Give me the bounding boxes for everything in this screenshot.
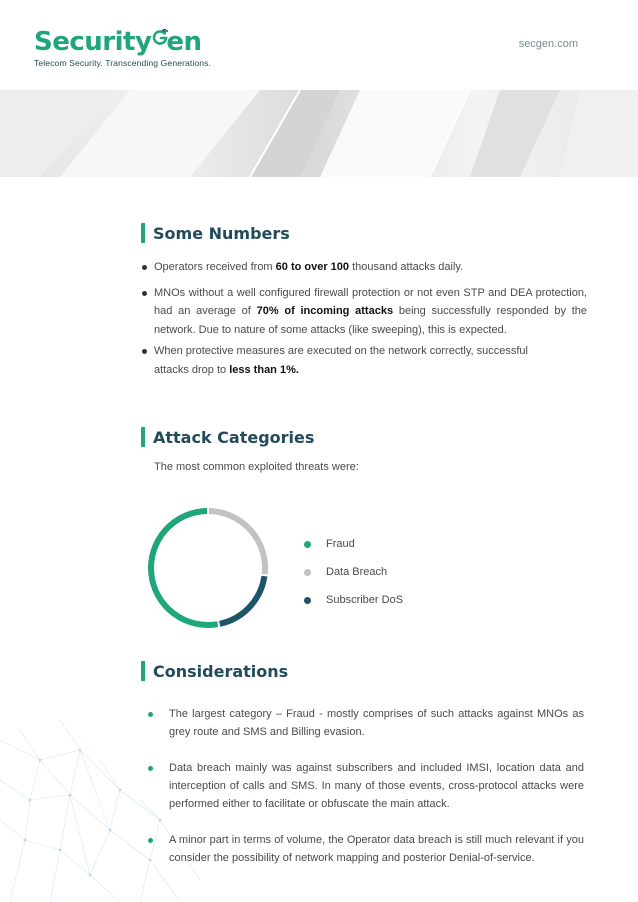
donut-slice-fraud xyxy=(151,511,218,625)
section-heading: Attack Categories xyxy=(153,427,315,447)
logo-tagline: Telecom Security. Transcending Generations. xyxy=(34,58,212,68)
list-item: MNOs without a well configured firewall protection or not even STP and DEA protection, had an average of 70% of incoming attacks being successfully responded by the network. Due to nature of some attacks (like sweeping), this is expected. xyxy=(142,284,587,340)
chart-legend xyxy=(304,530,403,614)
section-heading: Some Numbers xyxy=(153,223,290,243)
attack-categories-donut-chart xyxy=(146,506,270,630)
section-title-considerations xyxy=(141,661,288,681)
legend-dot xyxy=(304,569,311,576)
legend-item-fraud xyxy=(304,530,403,558)
list-item: The largest category – Fraud - mostly comprises of such attacks against MNOs as grey route and SMS and Billing evasion. xyxy=(148,705,584,741)
section-title-some-numbers xyxy=(141,223,290,243)
legend-label: Data Breach xyxy=(326,566,388,578)
header-banner-image xyxy=(0,90,638,177)
legend-item-subscriber-dos xyxy=(304,586,403,614)
donut-slice-data-breach xyxy=(209,511,265,574)
logo-text-security: Security xyxy=(34,27,152,57)
list-item: Operators received from 60 to over 100 thousand attacks daily. xyxy=(142,258,587,277)
company-logo xyxy=(34,27,211,68)
legend-dot xyxy=(304,597,311,604)
list-item: When protective measures are executed on the network correctly, successful attacks drop to less than 1%. xyxy=(142,342,554,379)
section-accent-bar xyxy=(141,661,145,681)
some-numbers-list xyxy=(142,258,587,379)
logo-text-gen: en xyxy=(166,27,202,57)
legend-dot xyxy=(304,541,311,548)
section-accent-bar xyxy=(141,223,145,243)
logo-wordmark xyxy=(34,27,211,57)
legend-item-data-breach xyxy=(304,558,403,586)
legend-label: Subscriber DoS xyxy=(326,594,404,606)
list-item: Data breach mainly was against subscribers and included IMSI, location data and interception of calls and SMS. In many of those events, cross-protocol attacks were performed either to facilitate or obfuscate the main attack. xyxy=(148,759,584,813)
donut-slice-subscriber-dos xyxy=(220,576,265,624)
section-heading: Considerations xyxy=(153,661,289,681)
section-accent-bar xyxy=(141,427,145,447)
list-item: A minor part in terms of volume, the Operator data breach is still much relevant if you consider the possibility of network mapping and posterior Denial-of-service. xyxy=(148,831,584,867)
attack-categories-intro: The most common exploited threats were: xyxy=(154,461,359,473)
legend-label: Fraud xyxy=(326,538,355,550)
considerations-list xyxy=(148,705,584,885)
section-title-attack-categories xyxy=(141,427,314,447)
website-link[interactable]: secgen.com xyxy=(518,38,578,50)
